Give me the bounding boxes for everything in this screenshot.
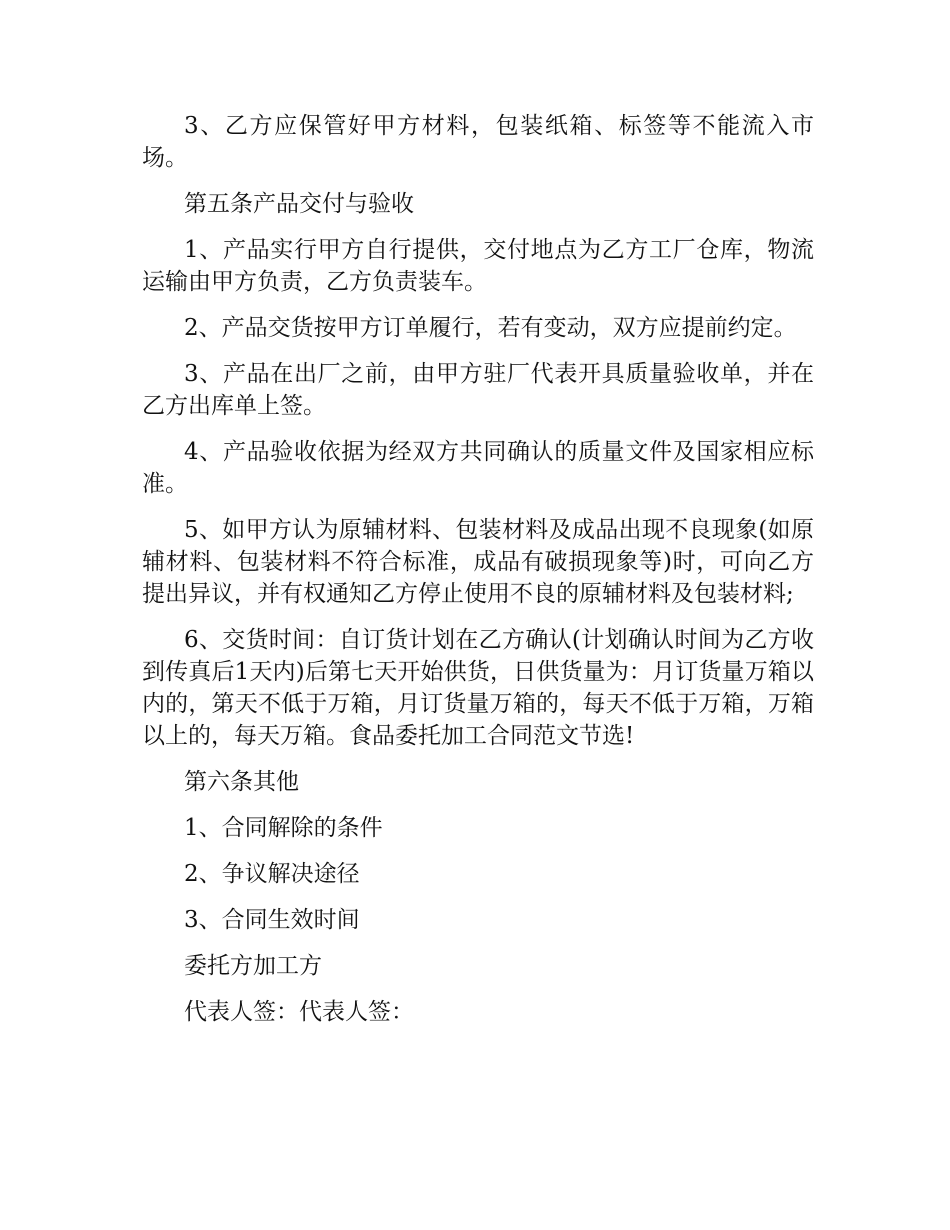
section-heading-article-5: 第五条产品交付与验收 — [184, 191, 414, 217]
parties-line: 委托方加工方 — [184, 953, 322, 979]
paragraph-order-fulfillment: 2、产品交货按甲方订单履行，若有变动，双方应提前约定。 — [184, 315, 797, 341]
paragraph-delivery-time: 6、交货时间：自订货计划在乙方确认(计划确认时间为乙方收到传真后1天内)后第七天开始供货，日供货量为：月订货量万箱以内的，第天不低于万箱，月订货量万箱的，每天不低于万箱，万箱以上的，每天万箱。食品委托加工合同范文节选! — [142, 627, 814, 749]
list-item-dispute: 2、争议解决途径 — [184, 861, 360, 887]
paragraph-delivery-location: 1、产品实行甲方自行提供，交付地点为乙方工厂仓库，物流运输由甲方负责，乙方负责装车。 — [142, 237, 814, 295]
paragraph-acceptance-basis: 4、产品验收依据为经双方共同确认的质量文件及国家相应标准。 — [142, 439, 814, 497]
list-item-effective-time: 3、合同生效时间 — [184, 907, 360, 933]
section-heading-article-6: 第六条其他 — [184, 769, 299, 795]
paragraph-defect-objection: 5、如甲方认为原辅材料、包装材料及成品出现不良现象(如原辅材料、包装材料不符合标准，成品有破损现象等)时，可向乙方提出异议，并有权通知乙方停止使用不良的原辅材料及包装材料; — [142, 517, 814, 607]
signature-line: 代表人签：代表人签： — [184, 999, 414, 1025]
paragraph-quality-acceptance: 3、产品在出厂之前，由甲方驻厂代表开具质量验收单，并在乙方出库单上签。 — [142, 361, 814, 419]
list-item-termination: 1、合同解除的条件 — [184, 815, 383, 841]
paragraph-storage-clause: 3、乙方应保管好甲方材料，包装纸箱、标签等不能流入市场。 — [142, 113, 814, 171]
document-page — [142, 110, 814, 1042]
